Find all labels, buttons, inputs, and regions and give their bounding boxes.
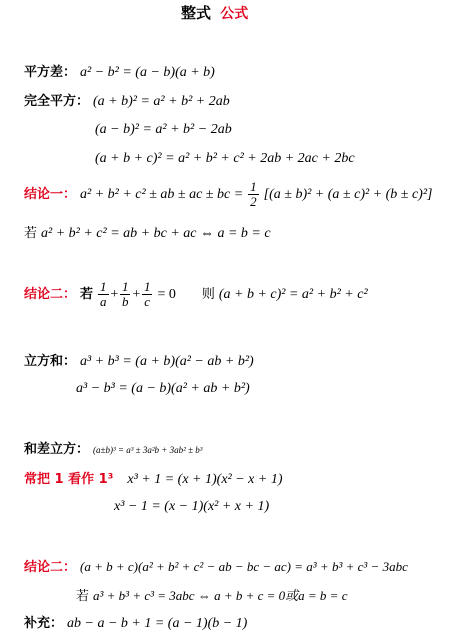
diff-squares-formula: a² − b² = (a − b)(a + b)	[80, 65, 215, 80]
frac-2-den: b	[121, 293, 129, 309]
conclusion2b-if-prefix: 若	[76, 589, 90, 604]
perfect-square-formula-2: (a − b)² = a² + b² − 2ab	[95, 122, 232, 137]
one-as-cube-formula-1: x³ + 1 = (x + 1)(x² − x + 1)	[127, 472, 283, 487]
cube-sum-formula-2: a³ − b³ = (a − b)(a² + ab + b²)	[76, 381, 250, 396]
perfect-square-row-1	[24, 93, 230, 109]
conclusion2b-if-formula: a³ + b³ + c³ = 3abc ⇔ a + b + c = 0或a = b = c	[93, 588, 348, 603]
page-title	[181, 6, 248, 21]
supplement-formula: ab − a − b + 1 = (a − 1)(b − 1)	[67, 616, 248, 631]
frac-1-num: 1	[100, 279, 107, 294]
diff-squares-label: 平方差：	[24, 65, 77, 80]
supplement-label: 补充：	[24, 616, 64, 631]
frac-2-num: 1	[121, 279, 129, 294]
conclusion2a-cond-tail: = 0	[157, 287, 176, 303]
frac-3-num: 1	[143, 279, 151, 294]
conclusion2b-if-row	[76, 588, 347, 604]
cube-of-sum-label: 和差立方：	[24, 442, 90, 457]
frac-1-over-a	[98, 280, 109, 309]
cube-of-sum-row	[24, 441, 202, 457]
conclusion1-if-row	[24, 225, 271, 241]
conclusion2b-row	[24, 559, 408, 575]
conclusion2a-then-formula: (a + b + c)² = a² + b² + c²	[218, 287, 368, 303]
conclusion2a-if-prefix: 若	[80, 287, 94, 303]
conclusion2a-label: 结论二：	[24, 287, 77, 303]
cube-sum-row-1	[24, 353, 254, 369]
conclusion2b-label: 结论二：	[24, 560, 77, 575]
conclusion1-lhs: a² + b² + c² ± ab ± ac ± bc =	[80, 187, 244, 203]
frac-3-den: c	[144, 293, 151, 309]
one-as-cube-label: 常把 1 看作 1³	[24, 472, 114, 487]
conclusion2a-row: 结论二： 若 $\frac{1}{a}$ + $\frac{1}{b}$ + $\frac{1}{c}$ = 0 则 (a + b + c)² = a² + b² + c²	[24, 279, 368, 309]
one-as-cube-row-1	[24, 471, 283, 487]
conclusion1-if-formula: a² + b² + c² = ab + bc + ac ⇔ a = b = c	[41, 226, 271, 241]
frac-1-over-c	[142, 280, 153, 309]
frac-1-over-b	[120, 280, 131, 309]
conclusion1-if-prefix: 若	[24, 226, 38, 241]
cube-of-sum-formula: (a±b)³ = a³ ± 3a²b + 3ab² ± b³	[93, 445, 203, 455]
conclusion1-half	[248, 180, 259, 209]
title-main: 整式	[181, 4, 212, 22]
title-accent: 公式	[220, 6, 249, 22]
perfect-square-formula-1: (a + b)² = a² + b² + 2ab	[93, 94, 230, 109]
conclusion1-row	[24, 180, 433, 209]
frac-1-den: a	[100, 293, 107, 309]
conclusion1-half-num: 1	[250, 179, 257, 194]
conclusion1-label: 结论一：	[24, 187, 77, 203]
perfect-square-label: 完全平方：	[24, 94, 90, 109]
perfect-square-formula-3: (a + b + c)² = a² + b² + c² + 2ab + 2ac + 2bc	[95, 151, 355, 166]
conclusion1-rhs: [(a ± b)² + (a ± c)² + (b ± c)²]	[263, 187, 433, 203]
one-as-cube-formula-2: x³ − 1 = (x − 1)(x² + x + 1)	[114, 499, 270, 514]
conclusion1-half-den: 2	[250, 193, 257, 209]
supplement-row	[24, 615, 247, 631]
diff-squares-row	[24, 64, 215, 80]
cube-sum-formula-1: a³ + b³ = (a + b)(a² − ab + b²)	[80, 354, 254, 369]
cube-sum-label: 立方和：	[24, 354, 77, 369]
conclusion2b-formula: (a + b + c)(a² + b² + c² − ab − bc − ac) = a³ + b³ + c³ − 3abc	[80, 559, 408, 574]
conclusion2a-then-prefix: 则	[201, 287, 215, 303]
